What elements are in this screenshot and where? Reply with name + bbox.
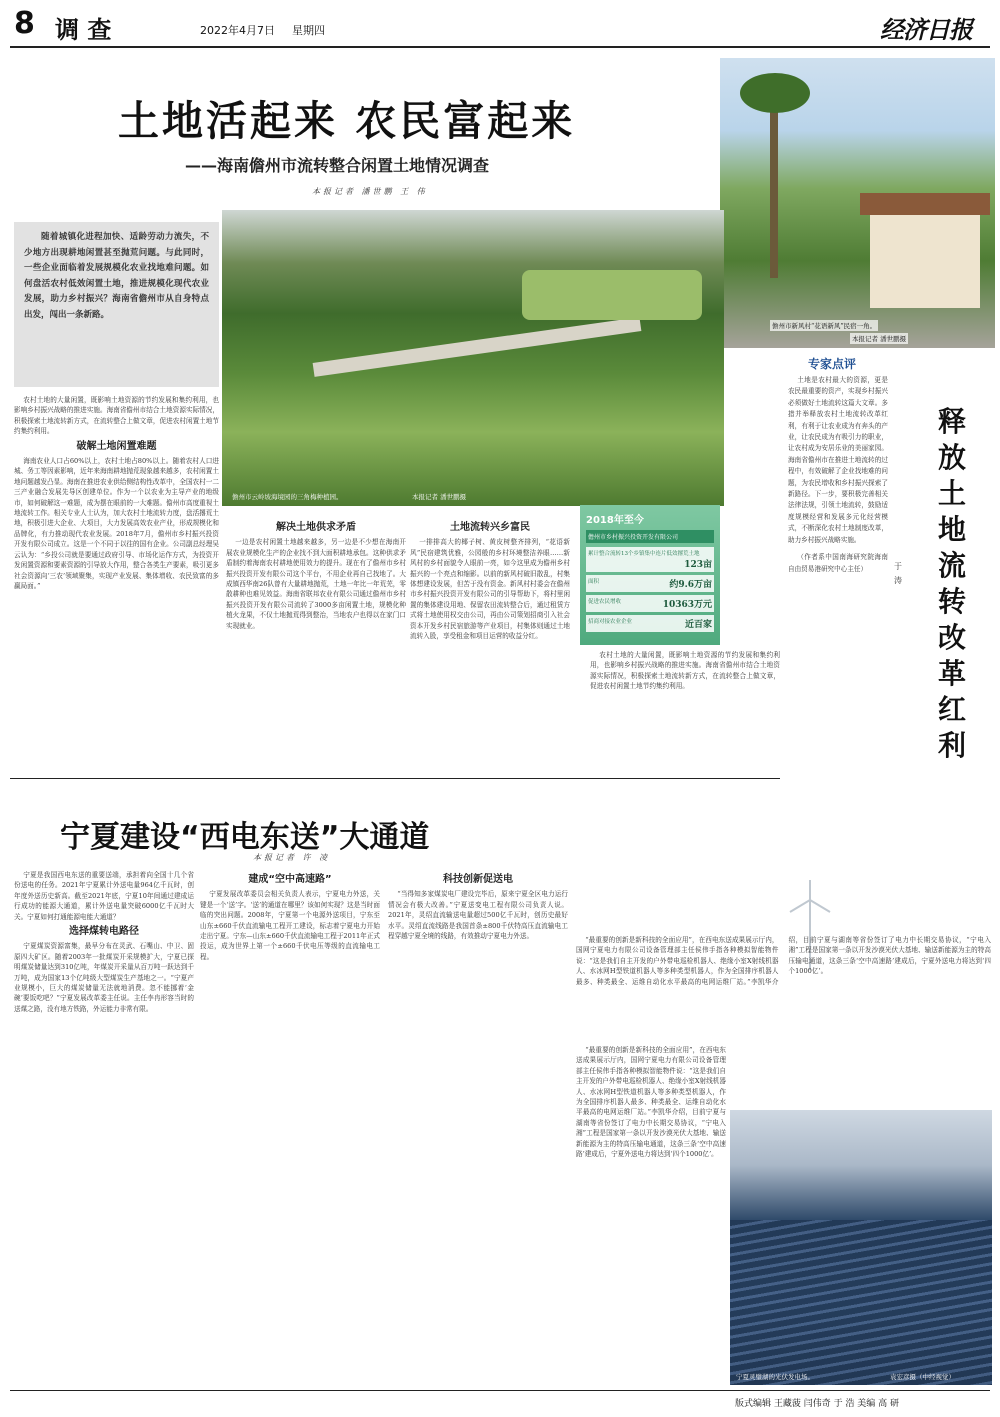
commentary-label: 专家点评 <box>808 357 857 371</box>
stats-row <box>586 595 714 612</box>
footer-editors: 版式编辑 王藏菠 闫伟奇 于 浩 美编 高 研 <box>735 1399 900 1409</box>
stats-graphic <box>580 505 720 645</box>
article2-section-2-heading: 建成“空中高速路” <box>248 874 332 885</box>
article1-section-1-heading: 破解土地闲置难题 <box>76 440 157 452</box>
article1-section-3-text: 一排排高大的椰子树、黄皮树整齐排列，“花语新风”民宿建筑优雅，公园般的乡村环境整洁养眼……新风村的乡村面貌令人眼前一亮，如今这里成为儋州乡村振兴的一个亮点和缩影。以前的新风村破旧散乱，村集体想建设发展，但苦于没有资金。新风村村委会在儋州市乡村振兴投资开发有限公司的引导帮助下，将村里闲置的集体建设用地、保留农田流转整合后，通过租赁方式将土地使用权交由公司，再由公司策划招商引入社会资本开发乡村民宿旅游等产业项目，村集体则通过土地流转入股，享受租金和项目运营的收益分红。 <box>410 538 570 641</box>
article1-byline: 本报记者 潘世鹏 王 伟 <box>312 187 428 196</box>
stats-year: 2018年至今 <box>586 515 644 526</box>
section-name: 调 查 <box>55 16 112 44</box>
article1-section-3-heading: 土地流转兴乡富民 <box>450 522 530 533</box>
garden-field <box>522 270 702 320</box>
footer-rule <box>10 1390 990 1391</box>
article1-section-2-heading: 解决土地供求矛盾 <box>276 522 356 533</box>
stats-value: 123亩 <box>684 560 712 570</box>
article1-col-1 <box>14 395 219 765</box>
article1-col-3 <box>410 518 570 768</box>
article2-col-top-right <box>576 935 991 1040</box>
article1-lead <box>14 222 219 387</box>
article2-right-text: “最重要的创新是新科技的全面应用”，在西电东送成果展示厅内，国网宁夏电力有限公司设备管理部主任侯伟手指各种模拟智能物件说：“这是我们自主开发的户外带电巡检机器人、绝缘小室X射线机器人、水冰网H型铁道机器人等多种类型机器人，作为全国排序机器人最多、种类最全、运维自动化水平最高的电网运维厂站。”李凯华介绍，目前宁夏与湖南等省份签订了电力中长期交易协议，“宁电入湘”工程是国家第一条以开发沙漠光伏大基地、输送新能源为主的特高压输电通道，这条三条‘空中高速路’建成后，宁夏外送电力将达到‘四个1000亿’。 <box>576 1046 726 1159</box>
side-photo-credit: 本报记者 潘世鹏摄 <box>852 335 907 343</box>
main-photo-caption: 儋州市云岭坡海境园的三角梅种植园。 <box>232 493 343 501</box>
article1-lead-text: 随着城镇化进程加快、适龄劳动力流失，不少地方出现耕地闲置甚至抛荒问题。与此同时，一些企业面临着发展规模化农业找地难问题。如何盘活农村低效闲置土地，推进规模化现代农业发展，助力乡村振兴？海南省儋州市从自身特点出发，闯出一条新路。 <box>24 232 209 320</box>
main-photo-credit: 本报记者 潘世鹏摄 <box>412 493 467 501</box>
stats-value: 10363万元 <box>662 600 712 610</box>
palm-crown <box>740 73 810 113</box>
article2-col-4 <box>576 1045 726 1400</box>
article1-section-2-text: 一边是农村闲置土地越来越多，另一边是不少想在海南开展农业规模化生产的企业找不到大面积耕地承包。这种供求矛盾制约着海南农村耕地使用效力的提升。现在有了儋州市乡村振兴投资开发有限公司这个平台，不用企业再自己找地了。大成镇西华南26队曾有大量耕地抛荒，土地一年比一年荒芜，零散耕种也难见效益。海南省联邦农业有限公司通过儋州市乡村振兴投资开发有限公司流转了3000多亩闲置土地，规模化种植火龙果，不仅土地抛荒得到整治，当地农户也得以在家门口实现就业。 <box>226 538 406 630</box>
header-rule <box>10 46 990 48</box>
stats-row <box>586 575 714 592</box>
issue-weekday: 星期四 <box>292 24 325 37</box>
palm-tree <box>770 88 778 278</box>
article2-section-3-text: “当得知多家煤炭电厂建设完毕后，原来宁夏全区电力运行情况会有极大改善。”宁夏送变电工程有限公司负责人说。2021年，灵绍直流输送电量超过500亿千瓦时，创历史最好水平。灵绍直流线路是我国首条±800千伏特高压直流输电工程穿越宁夏全境的线路，有效推动宁夏电力外送。 <box>388 890 568 941</box>
article2-col-3 <box>388 870 568 1400</box>
solar-photo <box>730 1110 992 1385</box>
article2-section-1-heading: 选择煤转电路径 <box>69 926 139 938</box>
article2-byline: 本报记者 许 凌 <box>253 853 331 862</box>
article-divider <box>10 778 780 779</box>
page-header <box>0 0 1000 48</box>
side-photo-caption: 儋州市新风村“花语新风”民宿一角。 <box>772 322 877 330</box>
stats-row <box>586 547 714 572</box>
stats-company: 儋州市乡村振兴投资开发有限公司 <box>586 530 714 543</box>
article1-subtitle: ——海南儋州市流转整合闲置土地情况调查 <box>185 156 490 175</box>
article1-intro: 农村土地的大量闲置，既影响土地资源的节约发展和集约利用，也影响乡村振兴战略的推进实施。海南省儋州市结合土地资源实际情况，积极探索土地流转新方式，在流转整合上做文章，促进农村闲置土地节约集约利用。 <box>14 396 219 436</box>
article2-section-2-text: 宁夏发展改革委员会相关负责人表示，宁夏电力外送，关键是一个‘送’字。‘送’的通道在哪里？该如何实现？这是当时面临的突出问题。2008年，宁夏第一个电源外送项目，宁东至山东±660千伏直流输电工程开工建设，标志着宁夏电力开始走出宁夏。宁东—山东±660千伏直流输电工程于2011年正式投运，成为世界上第一个±660千伏电压等级的直流输电工程。 <box>200 890 380 961</box>
article2-intro: 宁夏是我国西电东送的重要送端，承担着向全国十几个省份送电的任务。2021年宁夏累计外送电量964亿千瓦时，创年度外送历史新高。截至2021年底，宁夏10年间通过建成运行成功的能源大通道，累计外送电量突破6000亿千瓦时大关。宁夏如何打通能源电能大通道？ <box>14 871 194 921</box>
solar-photo-caption: 宁夏灵璧湖的光伏发电场。 <box>736 1373 814 1381</box>
solar-photo-credit: 袁宏彦摄（中经视觉） <box>890 1373 955 1381</box>
commentary-body: 土地是农村最大的资源，更是农民最重要的资产，实现乡村振兴必须做好土地流转这篇大文章。多措并举释放农村土地流转改革红利，有利于让农业成为有奔头的产业，让农民成为有吸引力的职业，让农村成为安居乐业的美丽家园。海南省儋州市在推进土地流转的过程中，有效破解了企业找地难的问题，为农民增收和乡村振兴探索了新路径。下一步，要积极完善相关法律法规，引领土地流转，鼓励适度规模经营和发展多元化经营模式，不断深化农村土地制度改革，助力乡村振兴战略实施。 <box>788 376 888 544</box>
article2-section-3-heading: 科技创新促送电 <box>443 874 513 885</box>
stats-row <box>586 615 714 632</box>
article1-title: 土地活起来 农民富起来 <box>118 97 576 145</box>
stats-value: 约9.6万亩 <box>669 580 712 590</box>
article1-col-4-text: 农村土地的大量闲置，既影响土地资源的节约发展和集约利用，也影响乡村振兴战略的推进实施。海南省儋州市结合土地资源实际情况，积极探索土地流转新方式，在流转整合上做文章，促进农村闲置土地节约集约利用。 <box>590 651 780 691</box>
stats-label: 面积 <box>588 579 600 585</box>
stats-value: 近百家 <box>684 620 712 630</box>
page-number: 8 <box>14 6 35 41</box>
article2-col-1 <box>14 870 194 1400</box>
commentary-title: 释放土地流转改革红利 <box>938 405 967 762</box>
side-photo <box>720 58 995 348</box>
masthead-logo: 经济日报 <box>880 15 972 44</box>
article1-col-2 <box>226 518 406 768</box>
article2-right-text-top: “最重要的创新是新科技的全面应用”，在西电东送成果展示厅内，国网宁夏电力有限公司设备管理部主任侯伟手指各种模拟智能物件说：“这是我们自主开发的户外带电巡检机器人、绝缘小室X射线机器人、水冰网H型铁道机器人等多种类型机器人，作为全国排序机器人最多、种类最全、运维自动化水平最高的电网运维厂站。”李凯华介绍，目前宁夏与湖南等省份签订了电力中长期交易协议，“宁电入湘”工程是国家第一条以开发沙漠光伏大基地、输送新能源为主的特高压输电通道，这条三条‘空中高速路’建成后，宁夏外送电力将达到‘四个1000亿’。 <box>576 936 991 986</box>
stats-label: 促进农民增收 <box>588 599 622 605</box>
garden-path <box>313 317 642 377</box>
stats-label: 招商对接农业企业 <box>588 619 633 625</box>
main-photo <box>222 210 724 506</box>
article1-col-4 <box>590 650 780 770</box>
villa-shape <box>870 208 980 308</box>
article2-section-1-text: 宁夏煤炭资源富集，最早分布在灵武、石嘴山、中卫、固原四大矿区。随着2003年一批煤炭开采规模扩大，宁夏已探明煤炭储量达到310亿吨，年煤炭开采量从百万吨一跃达到千万吨，成为国家13个亿吨级大型煤炭生产基地之一。“宁夏产业规模小，巨大的煤炭储量无法就地消费。忽不能挪着‘金碗’要饭吃吧？”宁夏发展改革委主任说。主任李冉形容当时的送煤之路，没有地方铁路，外运能力非常有限。 <box>14 942 194 1013</box>
commentary-author: 于 涛 <box>894 562 902 585</box>
issue-date: 2022年4月7日 <box>200 24 275 37</box>
villa-roof <box>860 193 990 215</box>
commentary-note: （作者系中国南海研究院海南自由贸易港研究中心主任） <box>788 553 888 573</box>
article2-title: 宁夏建设“西电东送”大通道 <box>60 820 430 855</box>
article2-col-2 <box>200 870 380 1400</box>
solar-panels <box>730 1220 992 1385</box>
stats-label: 累计整合流转13个乡镇集中连片低效撂荒土地 <box>588 551 700 557</box>
article1-section-1-text: 海南农业人口占60%以上，农村土地占80%以上。随着农村人口进城、务工等因素影响，近年来海南耕地抛荒现象越来越多，农村闲置土地问题越发凸显。海南在推进农业供给侧结构性改革中，全国农村一二三产业融合发展先导区创建单位。作为一个以农业为主导产业的地级市，如何破解这一难题，成为摆在眼前的一大难题。儋州市高度重视土地流转工作。相关专业人士认为，加大农村土地流转力度，盘活撂荒土地，积极引进大企业、大项目，大力发展高效农业产业，形成规模化和品牌化，有力推动现代农业发展。2018年7月，儋州市乡村振兴投资开发有限公司成立。这是一个不同于以往的国有企业。公司副总经理吴云认为：“乡投公司就是要通过政府引导、市场化运作方式，为投资开发闲置资源和要素资源的引导放大作用，整合各类生产要素，吸引更多社会资源向‘三农’领域聚集，实现产业发展、集体增收、农民致富的多赢局面。” <box>14 457 219 590</box>
